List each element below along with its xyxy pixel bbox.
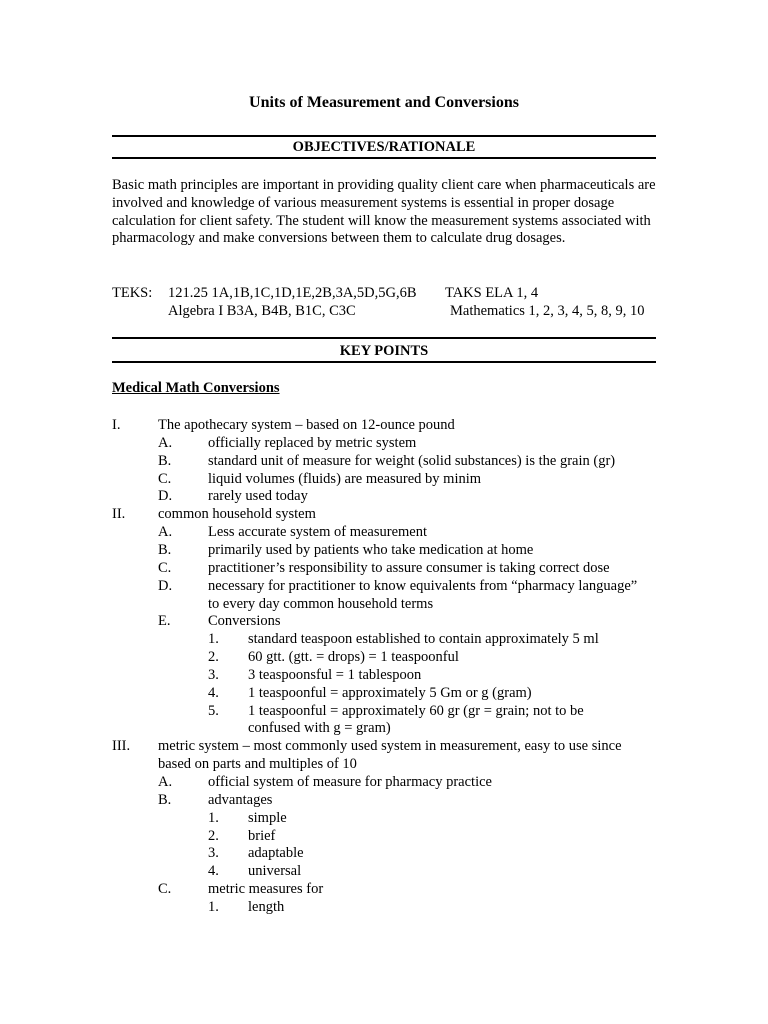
outline-marker: 5. xyxy=(208,702,219,719)
page-title: Units of Measurement and Conversions xyxy=(249,94,519,111)
outline-text: universal xyxy=(248,863,302,880)
outline-text: 1 teaspoonful = approximately 5 Gm or g (gram) xyxy=(248,684,532,701)
outline-text: Less accurate system of measurement xyxy=(208,524,428,541)
outline-text: The apothecary system – based on 12-ounce pound xyxy=(158,417,455,433)
outline-text: common household system xyxy=(158,506,316,523)
outline-text: to every day common household terms xyxy=(208,595,434,612)
outline-marker: C. xyxy=(158,559,172,576)
outline-marker: A. xyxy=(158,434,173,451)
outline-text: adaptable xyxy=(248,845,304,862)
outline-text: confused with g = gram) xyxy=(248,720,391,737)
taks-standards: TAKS ELA 1, 4 xyxy=(445,285,539,301)
outline-text: length xyxy=(248,898,285,915)
outline-marker: 1. xyxy=(208,898,219,915)
outline-text: advantages xyxy=(208,791,273,808)
outline-text: 1 teaspoonful = approximately 60 gr (gr = grain; not to be xyxy=(248,702,584,719)
outline-marker: B. xyxy=(158,452,172,469)
outline-text: based on parts and multiples of 10 xyxy=(158,756,357,773)
outline-marker: C. xyxy=(158,881,172,898)
outline-marker: II. xyxy=(112,506,126,523)
outline-marker: III. xyxy=(112,738,131,755)
outline-text: necessary for practitioner to know equivalents from “pharmacy language” xyxy=(208,577,638,594)
outline-marker: 2. xyxy=(208,649,219,666)
rule-top-key-points xyxy=(112,337,656,339)
outline-text: 60 gtt. (gtt. = drops) = 1 teaspoonful xyxy=(248,649,459,666)
outline-text: standard unit of measure for weight (solid substances) is the grain (gr) xyxy=(208,452,616,469)
outline-text: practitioner’s responsibility to assure consumer is taking correct dose xyxy=(208,559,610,576)
outline-marker: E. xyxy=(158,613,171,630)
outline-marker: 4. xyxy=(208,684,219,701)
outline-marker: D. xyxy=(158,577,173,594)
outline-marker: 3. xyxy=(208,666,219,683)
outline-marker: A. xyxy=(158,774,173,790)
teks-codes: 121.25 1A,1B,1C,1D,1E,2B,3A,5D,5G,6B xyxy=(168,285,417,301)
mathematics-standards: Mathematics 1, 2, 3, 4, 5, 8, 9, 10 xyxy=(450,303,645,319)
outline-marker: 3. xyxy=(208,845,219,862)
outline-text: metric system – most commonly used system in measurement, easy to use since xyxy=(158,738,622,755)
outline-text: rarely used today xyxy=(208,488,308,505)
outline-text: officially replaced by metric system xyxy=(208,434,417,451)
outline-text: 3 teaspoonsful = 1 tablespoon xyxy=(248,666,422,683)
outline-marker: 4. xyxy=(208,863,219,880)
rule-bottom-key-points xyxy=(112,361,656,363)
outline-text: official system of measure for pharmacy practice xyxy=(208,774,492,790)
outline-text: simple xyxy=(248,809,287,826)
outline-text: metric measures for xyxy=(208,881,324,898)
outline-marker: 2. xyxy=(208,827,219,844)
rule-top-objectives xyxy=(112,135,656,137)
objectives-heading: OBJECTIVES/RATIONALE xyxy=(292,139,476,155)
outline-marker: 1. xyxy=(208,809,219,826)
outline-marker: I. xyxy=(112,417,121,433)
outline-marker: D. xyxy=(158,488,173,505)
outline-marker: A. xyxy=(158,524,173,541)
key-points-heading: KEY POINTS xyxy=(339,343,429,359)
rule-bottom-objectives xyxy=(112,157,656,159)
outline-marker: B. xyxy=(158,541,172,558)
outline-text: Conversions xyxy=(208,613,281,630)
outline-marker: C. xyxy=(158,470,172,487)
outline-text: standard teaspoon established to contain approximately 5 ml xyxy=(248,631,599,648)
outline-text: brief xyxy=(248,827,276,844)
teks-label: TEKS: xyxy=(112,285,153,301)
objectives-paragraph: Basic math principles are important in providing quality client care when pharmaceuticals are involved and knowledge of various measurement systems is essential in proper dosage calculation for client safety. The student will know the measurement systems associated with pharmacology and make conversions between them to calculate drug dosages. xyxy=(112,177,656,247)
algebra-codes: Algebra I B3A, B4B, B1C, C3C xyxy=(168,303,356,319)
outline-text: primarily used by patients who take medication at home xyxy=(208,541,534,558)
outline-text: liquid volumes (fluids) are measured by minim xyxy=(208,470,482,487)
outline-marker: B. xyxy=(158,791,172,808)
outline-marker: 1. xyxy=(208,631,219,648)
section-heading: Medical Math Conversions xyxy=(112,380,280,396)
